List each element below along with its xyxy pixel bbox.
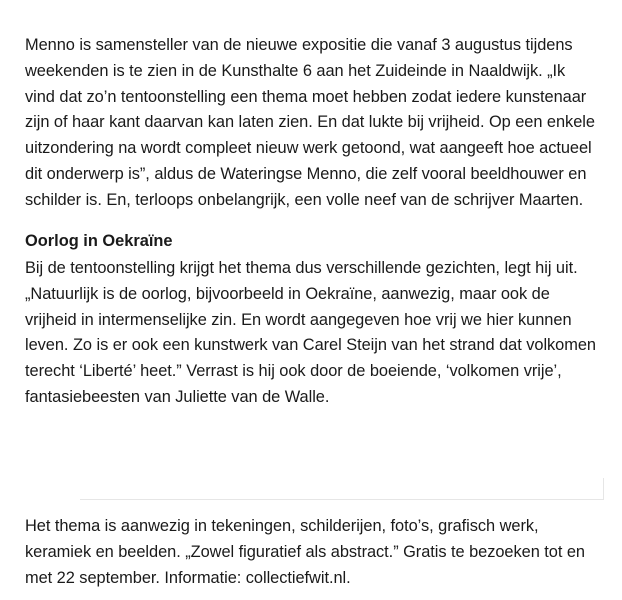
text-line: uitzondering na wordt compleet nieuw werk getoond, wat aangeeft hoe actueel <box>25 139 592 158</box>
text-line: „Natuurlijk is de oorlog, bijvoorbeeld in Oekraïne, aanwezig, maar ook de <box>25 284 550 303</box>
text-line: vrijheid in intermenselijke zin. En wordt aangegeven hoe vrij we hier kunnen <box>25 310 572 329</box>
text-line: keramiek en beelden. „Zowel figuratief als abstract.” Gratis te bezoeken tot en <box>25 542 585 561</box>
text-line: fantasiebeesten van Juliette van de Walle. <box>25 387 330 406</box>
text-line: met 22 september. Informatie: collectiefwit.nl. <box>25 568 351 587</box>
text-line: Het thema is aanwezig in tekeningen, schilderijen, foto’s, grafisch werk, <box>25 517 539 535</box>
section-heading: Oorlog in Oekraïne <box>25 232 173 250</box>
text-line: dit onderwerp is”, aldus de Wateringse Menno, die zelf vooral beeldhouwer en <box>25 164 587 183</box>
paragraph-info <box>25 514 621 591</box>
paragraph-intro <box>25 33 615 214</box>
text-line: terecht ‘Liberté’ heet.” Verrast is hij ook door de boeiende, ‘volkomen vrije’, <box>25 362 562 381</box>
text-line: Menno is samensteller van de nieuwe expositie die vanaf 3 augustus tijdens <box>25 36 573 54</box>
text-line: Bij de tentoonstelling krijgt het thema dus verschillende gezichten, legt hij uit. <box>25 259 578 277</box>
text-line: vind dat zo’n tentoonstelling een thema moet hebben zodat iedere kunstenaar <box>25 87 587 106</box>
text-line: leven. Zo is er ook een kunstwerk van Carel Steijn van het strand dat volkomen <box>25 336 596 355</box>
text-line: weekenden is te zien in de Kunsthalte 6 aan het Zuideinde in Naaldwijk. „Ik <box>25 61 566 80</box>
paragraph-war <box>25 256 621 411</box>
text-line: zijn of haar kant daarvan kan laten zien. En dat lukte bij vrijheid. Op een enkele <box>25 113 595 132</box>
text-line: schilder is. En, terloops onbelangrijk, een volle neef van de schrijver Maarten. <box>25 190 584 209</box>
ad-placeholder-divider <box>80 478 604 500</box>
